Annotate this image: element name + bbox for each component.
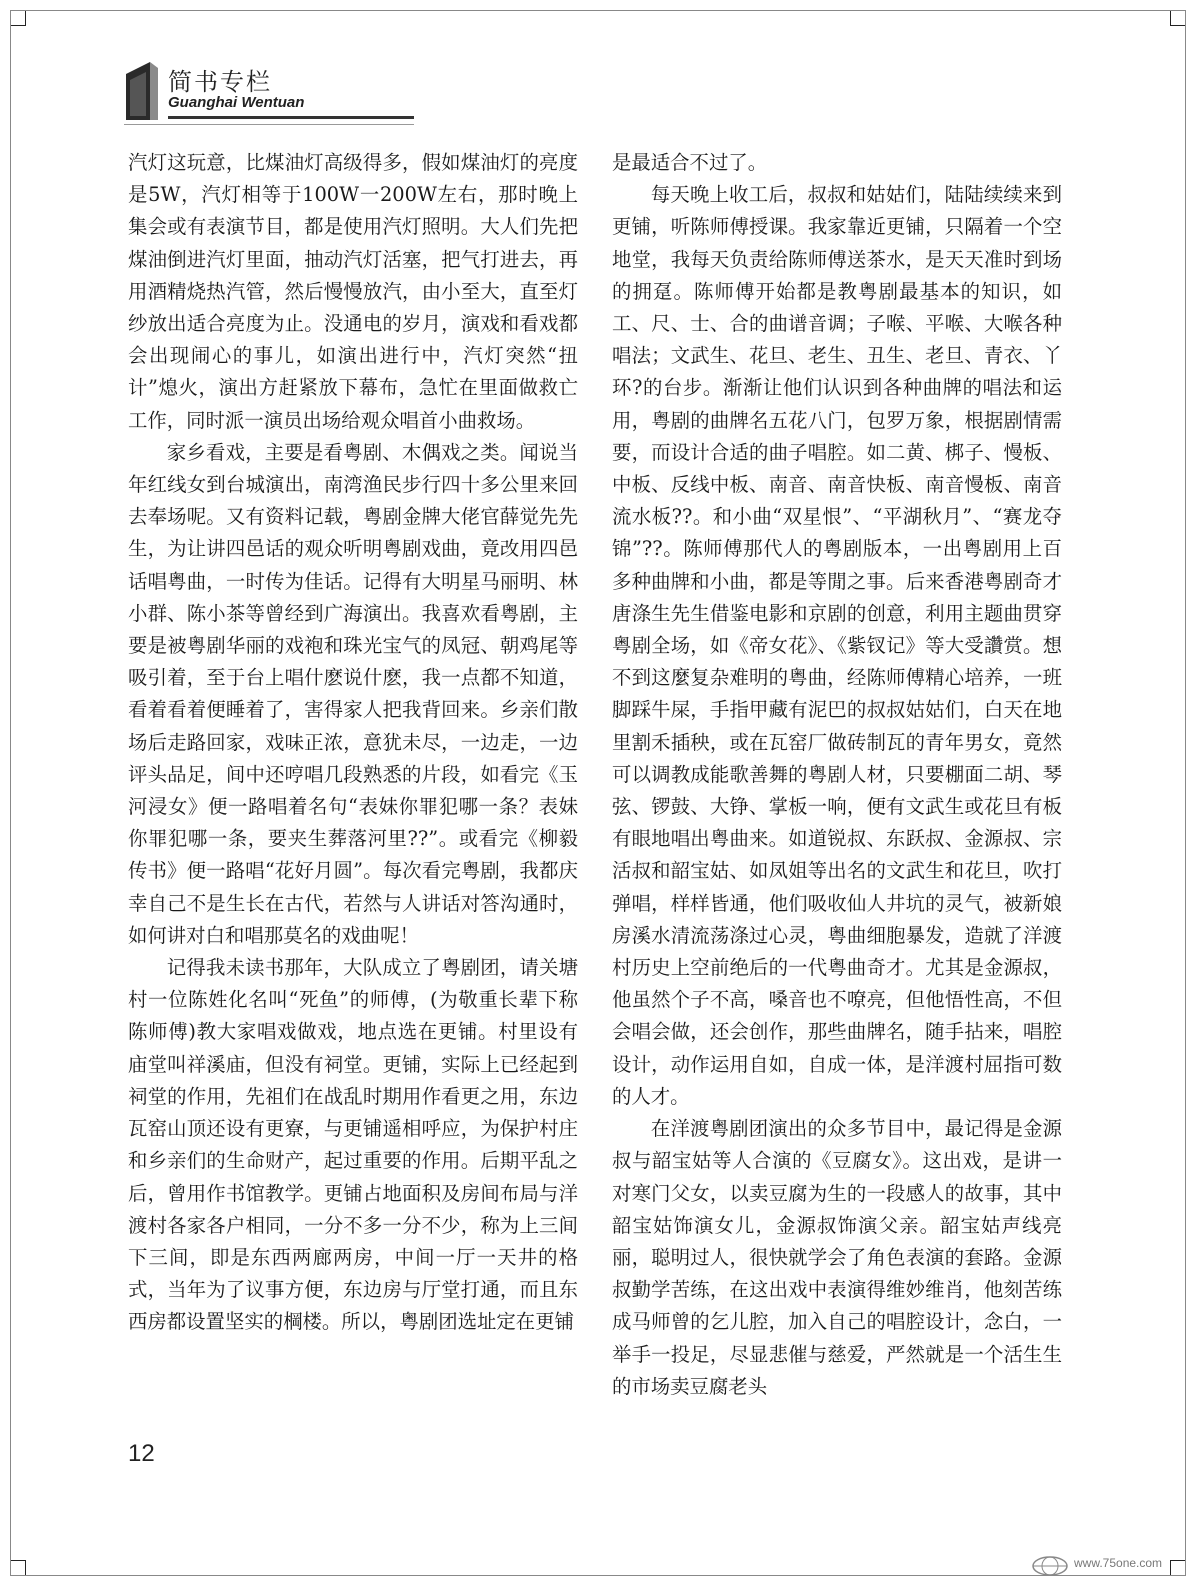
header-underline <box>124 124 414 125</box>
crop-mark-top-right <box>1170 11 1185 26</box>
paragraph: 记得我未读书那年，大队成立了粤剧团，请关塘村一位陈姓化名叫“死鱼”的师傅，(为敬重长辈下称陈师傅)教大家唱戏做戏，地点选在更铺。村里设有庙堂叫祥溪庙，但没有祠堂。更铺，实际上已经起到祠堂的作用，先祖们在战乱时期用作看更之用，东边瓦窑山顶还设有更寮，与更铺遥相呼应，为保护村庄和乡亲们的生命财产，起过重要的作用。后期平乱之后，曾用作书馆教学。更铺占地面积及房间布局与洋渡村各家各户相同，一分不多一分不少，称为上三间下三间，即是东西两廊两房，中间一厅一天井的格式，当年为了议事方便，东边房与厅堂打通，而且东西房都设置坚实的棡楼。所以，粤剧团选址定在更铺 <box>128 956 578 1334</box>
paragraph: 家乡看戏，主要是看粤剧、木偶戏之类。闻说当年红线女到台城演出，南湾渔民步行四十多公里来回去奉场呢。又有资料记载，粤剧金牌大佬官薛觉先先生，为让讲四邑话的观众听明粤剧戏曲，竟改用四邑话唱粤曲，一时传为佳话。记得有大明星马丽明、林小群、陈小茶等曾经到广海演出。我喜欢看粤剧，主要是被粤剧华丽的戏袍和珠光宝气的凤冠、朝鸡尾等吸引着，至于台上唱什麽说什麽，我一点都不知道，看着看着便睡着了，害得家人把我背回来。乡亲们散场后走路回家，戏味正浓，意犹未尽，一边走，一边评头品足，间中还哼唱几段熟悉的片段，如看完《玉河浸女》便一路唱着名句“表妹你罪犯哪一条？表妹你罪犯哪一条，要夹生葬落河里??”。或看完《柳毅传书》便一路唱“花好月圆”。每次看完粤剧，我都庆幸自己不是生长在古代，若然与人讲话对答沟通时，如何讲对白和唱那莫名的戏曲呢！ <box>128 440 578 947</box>
column-subtitle: Guanghai Wentuan <box>168 94 305 111</box>
site-watermark <box>1030 1550 1190 1580</box>
header-rule <box>168 116 414 119</box>
column-logo-icon <box>124 60 160 122</box>
paragraph-continuation: 是最适合不过了。 <box>612 151 768 174</box>
paragraph: 在洋渡粤剧团演出的众多节目中，最记得是金源叔与韶宝姑等人合演的《豆腐女》。这出戏，是讲一对寒门父女，以卖豆腐为生的一段感人的故事，其中韶宝姑饰演女儿，金源叔饰演父亲。韶宝姑声线亮丽，聪明过人，很快就学会了角色表演的套路。金源叔勤学苦练，在这出戏中表演得维妙维肖，他刻苦练成马师曾的乞儿腔，加入自己的唱腔设计，念白，一举手一投足，尽显悲催与慈爱，严然就是一个活生生的市场卖豆腐老头 <box>612 1117 1062 1398</box>
column-header <box>124 60 324 130</box>
watermark-text: www.75one.com <box>1074 1556 1163 1570</box>
page-number: 12 <box>128 1440 155 1467</box>
right-column <box>612 147 1062 1403</box>
column-title: 简书专栏 <box>168 68 272 96</box>
left-column <box>128 147 578 1339</box>
paragraph: 每天晚上收工后，叔叔和姑姑们，陆陆续续来到更铺，听陈师傅授课。我家靠近更铺，只隔着一个空地堂，我每天负责给陈师傅送茶水，是天天准时到场的拥趸。陈师傅开始都是教粤剧最基本的知识，如工、尺、士、合的曲谱音调；子喉、平喉、大喉各种唱法；文武生、花旦、老生、丑生、老旦、青衣、丫环?的台步。渐渐让他们认识到各种曲牌的唱法和运用，粤剧的曲牌名五花八门，包罗万象，根据剧情需要，而设计合适的曲子唱腔。如二黄、梆子、慢板、中板、反线中板、南音、南音快板、南音慢板、南音流水板??。和小曲“双星恨”、“平湖秋月”、“赛龙夺锦”??。陈师傅那代人的粤剧版本，一出粤剧用上百多种曲牌和小曲，都是等閒之事。后来香港粤剧奇才唐涤生先生借鉴电影和京剧的创意，利用主题曲贯穿粤剧全场，如《帝女花》、《紫钗记》等大受讚赏。想不到这麼复杂难明的粤曲，经陈师傅精心培养，一班脚踩牛屎，手指甲藏有泥巴的叔叔姑姑们，白天在地里割禾插秧，或在瓦窑厂做砖制瓦的青年男女，竟然可以调教成能歌善舞的粤剧人材，只要棚面二胡、琴弦、锣鼓、大铮、掌板一响，便有文武生或花旦有板有眼地唱出粤曲来。如道锐叔、东跃叔、金源叔、宗活叔和韶宝姑、如凤姐等出名的文武生和花旦，吹打弹唱，样样皆通，他们吸收仙人井坑的灵气，被新娘房溪水清流荡涤过心灵，粤曲细胞暴发，造就了洋渡村历史上空前绝后的一代粤曲奇才。尤其是金源叔，他虽然个子不高，嗓音也不嘹亮，但他悟性高，不但会唱会做，还会创作，那些曲牌名，随手拈来，唱腔设计，动作运用自如，自成一体，是洋渡村屈指可数的人才。 <box>612 183 1062 1108</box>
globe-logo-icon <box>1030 1550 1070 1576</box>
crop-mark-bottom-left <box>11 1560 26 1575</box>
crop-mark-top-left <box>11 11 26 26</box>
paragraph: 汽灯这玩意，比煤油灯高级得多，假如煤油灯的亮度是5W，汽灯相等于100W一200W左右，那时晚上集会或有表演节目，都是使用汽灯照明。大人们先把煤油倒进汽灯里面，抽动汽灯活塞，把气打进去，再用酒精烧热汽管，然后慢慢放汽，由小至大，直至灯纱放出适合亮度为止。没通电的岁月，演戏和看戏都会出现闹心的事儿，如演出进行中，汽灯突然“扭计”熄火，演出方赶紧放下幕布，急忙在里面做救亡工作，同时派一演员出场给观众唱首小曲救场。 <box>128 151 578 432</box>
